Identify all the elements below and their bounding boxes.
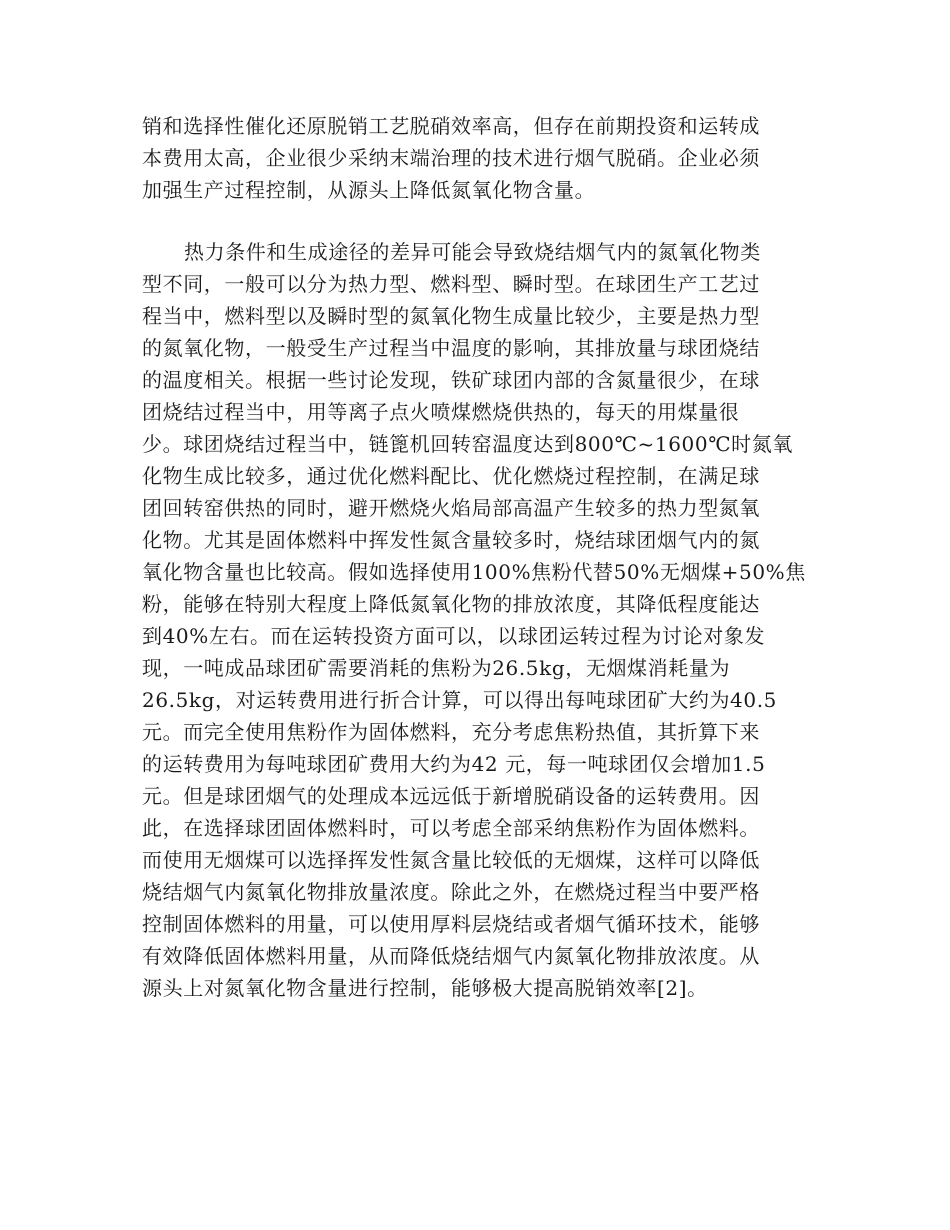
text-line: 元。但是球团烟气的处理成本远远低于新增脱硝设备的运转费用。因 <box>142 784 760 808</box>
text-line: 粉，能够在特别大程度上降低氮氧化物的排放浓度，其降低程度能达 <box>142 592 760 616</box>
text-line: 此，在选择球团固体燃料时，可以考虑全部采纳焦粉作为固体燃料。 <box>142 816 760 840</box>
text-line: 型不同，一般可以分为热力型、燃料型、瞬时型。在球团生产工艺过 <box>142 272 760 296</box>
text-line: 团回转窑供热的同时，避开燃烧火焰局部高温产生较多的热力型氮氧 <box>142 496 760 520</box>
text-line: 烧结烟气内氮氧化物排放量浓度。除此之外，在燃烧过程当中要严格 <box>142 880 760 904</box>
text-line: 的运转费用为每吨球团矿费用大约为42 元，每一吨球团仅会增加1.5 <box>142 752 766 776</box>
text-line: 程当中，燃料型以及瞬时型的氮氧化物生成量比较少，主要是热力型 <box>142 304 760 328</box>
text-line: 元。而完全使用焦粉作为固体燃料，充分考虑焦粉热值，其折算下来 <box>142 720 760 744</box>
text-line: 而使用无烟煤可以选择挥发性氮含量比较低的无烟煤，这样可以降低 <box>142 848 760 872</box>
text-line: 控制固体燃料的用量，可以使用厚料层烧结或者烟气循环技术，能够 <box>142 912 760 936</box>
text-line: 到40%左右。而在运转投资方面可以，以球团运转过程为讨论对象发 <box>142 624 766 648</box>
text-line: 化物。尤其是固体燃料中挥发性氮含量较多时，烧结球团烟气内的氮 <box>142 528 760 552</box>
text-line: 有效降低固体燃料用量，从而降低烧结烟气内氮氧化物排放浓度。从 <box>142 944 760 968</box>
text-line: 销和选择性催化还原脱销工艺脱硝效率高，但存在前期投资和运转成 <box>142 114 760 138</box>
text-line: 的温度相关。根据一些讨论发现，铁矿球团内部的含氮量很少，在球 <box>142 368 760 392</box>
text-line: 化物生成比较多，通过优化燃料配比、优化燃烧过程控制，在满足球 <box>142 464 760 488</box>
paragraph-2 <box>142 236 808 1004</box>
text-line: 少。球团烧结过程当中，链篦机回转窑温度达到800℃~1600℃时氮氧 <box>142 432 793 456</box>
text-line: 26.5kg，对运转费用进行折合计算，可以得出每吨球团矿大约为40.5 <box>142 688 777 712</box>
text-line: 加强生产过程控制，从源头上降低氮氧化物含量。 <box>142 178 596 202</box>
text-line: 现，一吨成品球团矿需要消耗的焦粉为26.5kg，无烟煤消耗量为 <box>142 656 731 680</box>
text-line: 团烧结过程当中，用等离子点火喷煤燃烧供热的，每天的用煤量很 <box>142 400 740 424</box>
text-line: 源头上对氮氧化物含量进行控制，能够极大提高脱销效率[2]。 <box>142 976 708 1000</box>
text-line: 热力条件和生成途径的差异可能会导致烧结烟气内的氮氧化物类 <box>184 240 761 264</box>
text-line: 氧化物含量也比较高。假如选择使用100%焦粉代替50%无烟煤+50%焦 <box>142 560 806 584</box>
paragraph-1 <box>142 110 808 206</box>
text-line: 本费用太高，企业很少采纳末端治理的技术进行烟气脱硝。企业必须 <box>142 146 760 170</box>
text-line: 的氮氧化物，一般受生产过程当中温度的影响，其排放量与球团烧结 <box>142 336 760 360</box>
